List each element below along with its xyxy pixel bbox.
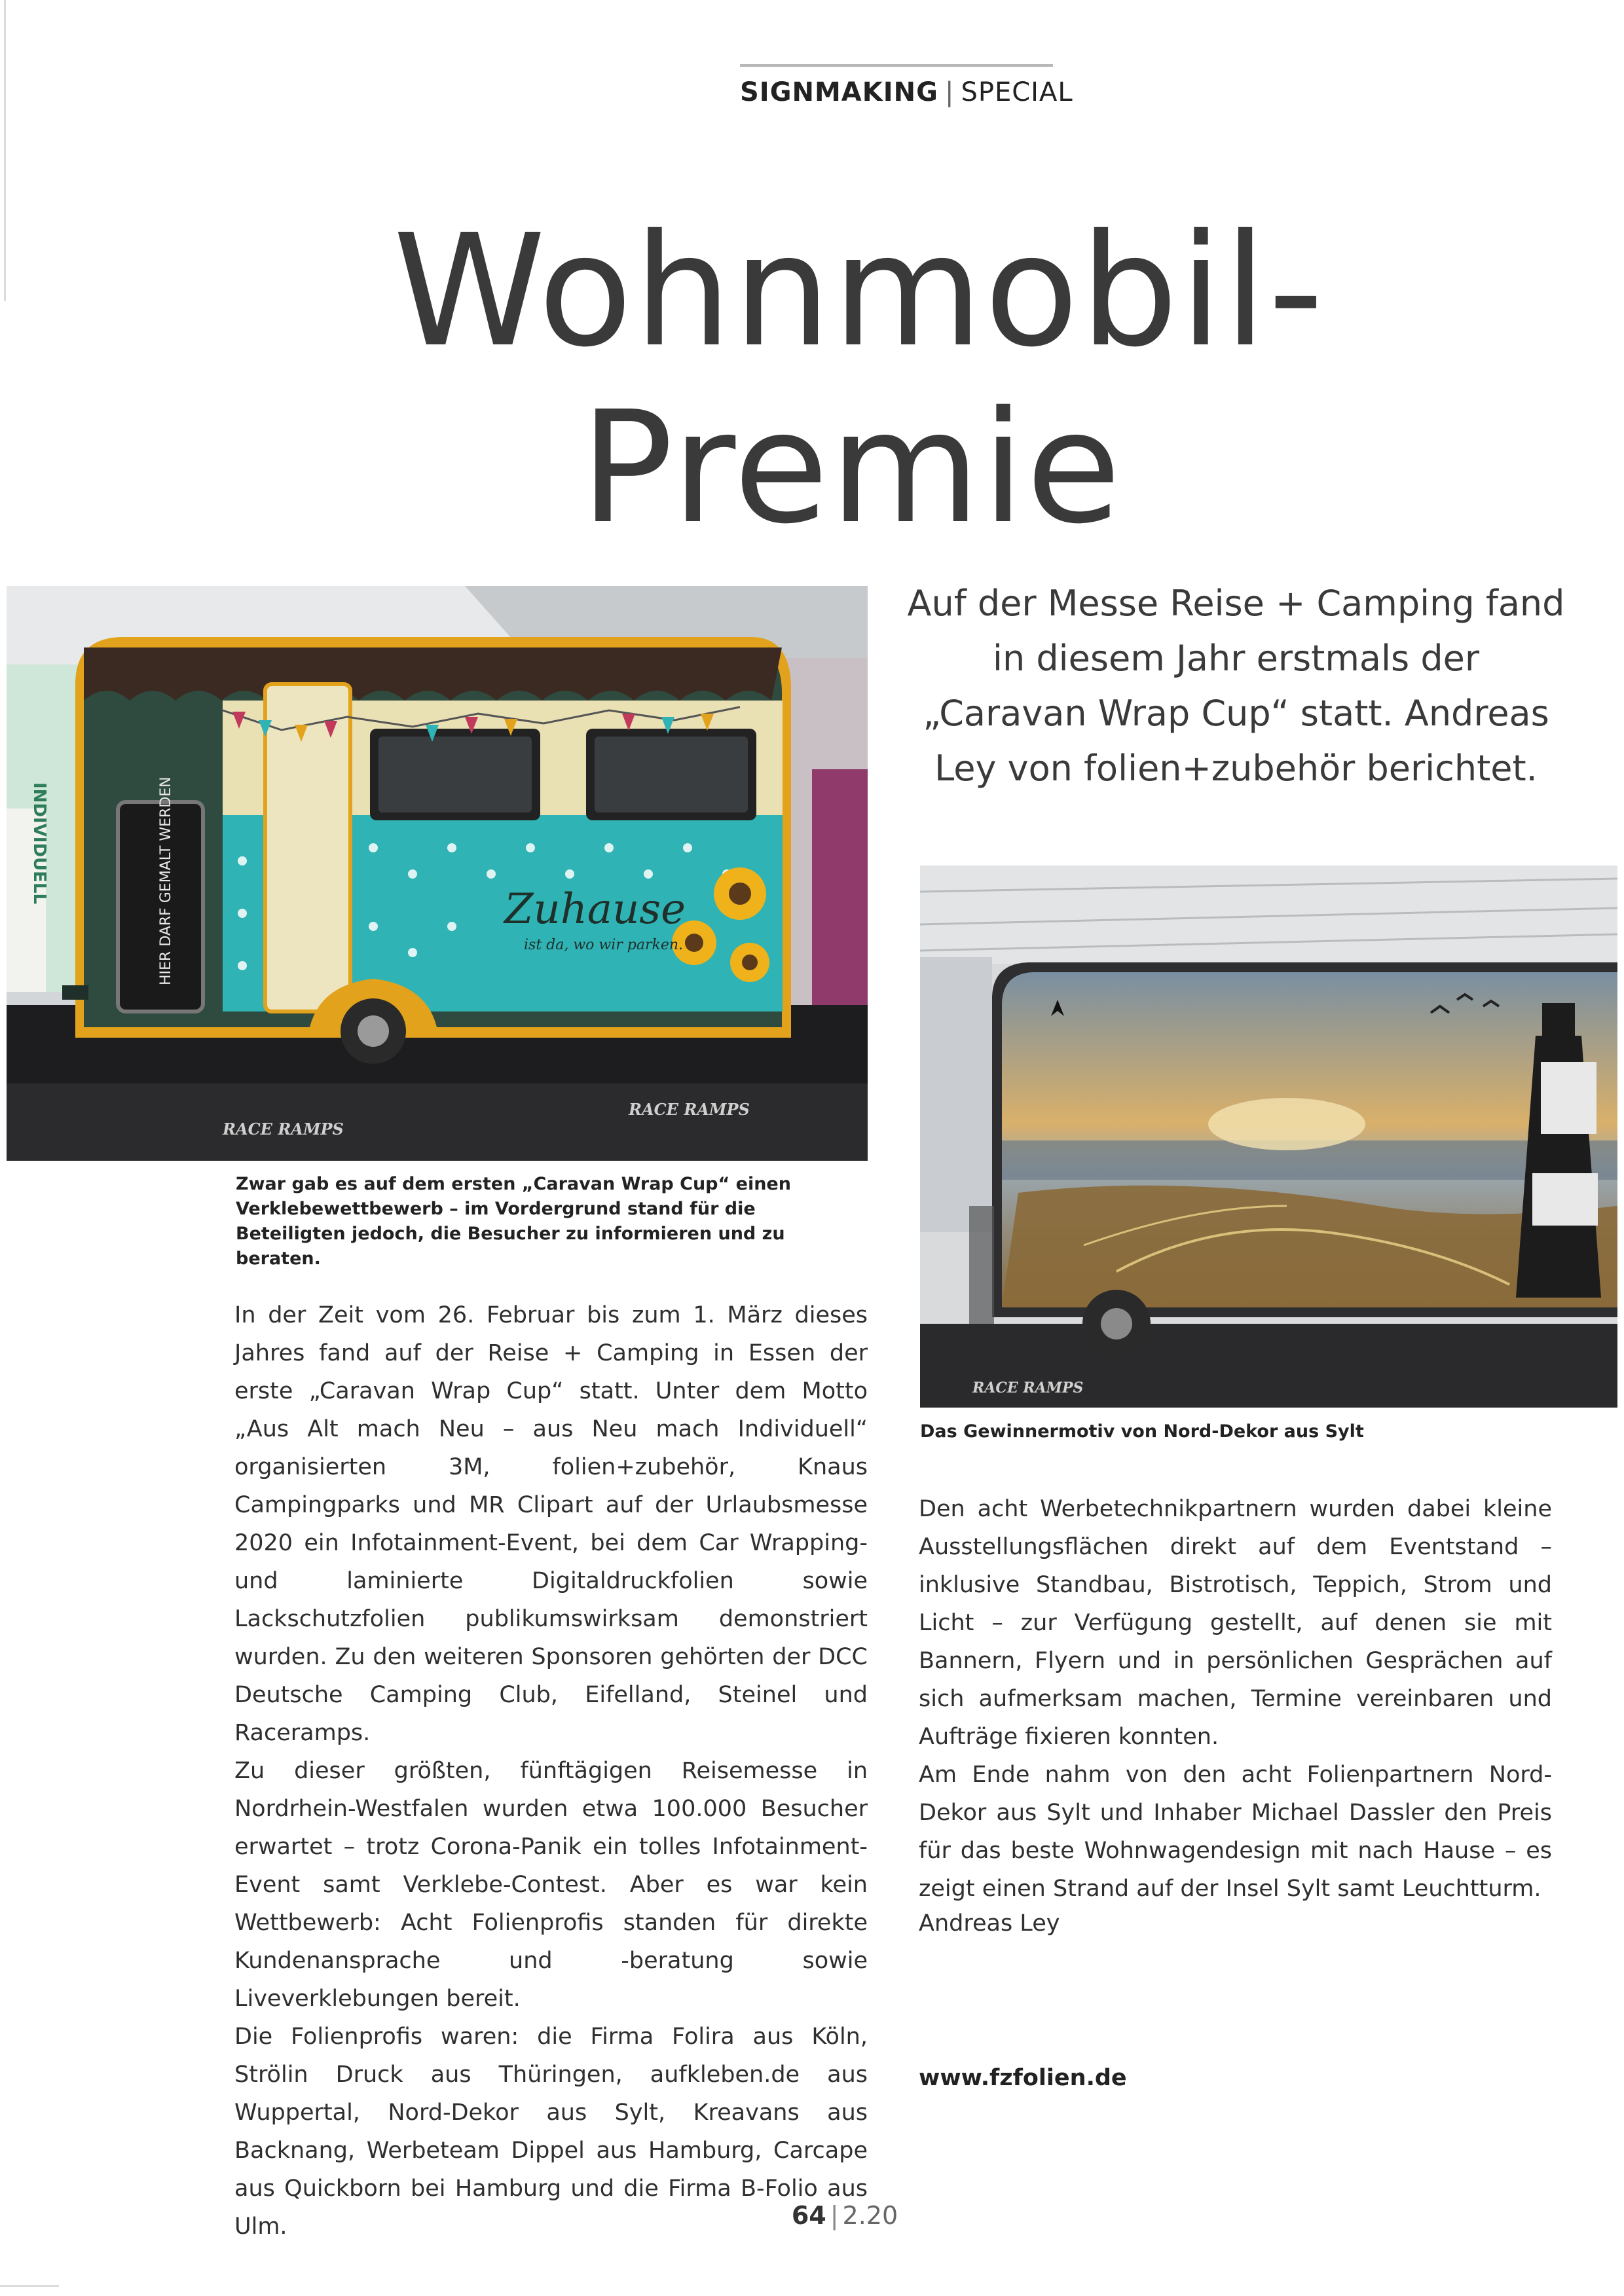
caravan-illustration [7,586,868,1161]
booth-sign-text: INDIVIDUELL [29,782,49,905]
photo-caption-caravan: Zwar gab es auf dem ersten „Caravan Wrap Cup“ einen Verklebewettbewerb – im Vordergrund stand für die Beteiligten jedoch, die Besucher zu informieren und zu beraten. [236,1174,791,1269]
ramp-label-left: RACE RAMPS [223,1120,344,1139]
body-paragraph: Den acht Werbetechnikpartnern wurden dabei kleine Ausstellungsflächen direkt auf dem Eventstand – inklusive Standbau, Bistrotisch, Teppich, Strom und Licht – zur Verfügung gestellt, auf denen sie mit Bannern, Flyern und in persönlichen Gesprächen auf sich aufmerksam machen, Termine vereinbaren und Aufträge fixieren konnten. [919,1496,1552,1750]
section-label [740,77,1073,107]
body-column-left [234,1296,868,2246]
winning-trailer-illustration [920,866,1617,1408]
section-separator: | [944,77,955,107]
body-paragraph: Zu dieser größten, fünftägigen Reisemesse in Nordrhein-Westfalen wurden etwa 100.000 Besucher erwartet – trotz Corona-Panik ein tolles Infotainment-Event samt Verklebe-Contest. Aber es war kein Wettbewerb: Acht Folienprofis standen für direkte Kundenansprache und -beratung sowie Liveverklebungen bereit. [234,1758,868,2012]
section-name: SIGNMAKING [740,77,938,107]
issue-number: 2.20 [842,2201,898,2230]
title-line-2: Premie [580,378,1122,558]
ramp-label-right: RACE RAMPS [629,1100,750,1119]
scan-margin-mark [4,0,6,301]
body-paragraph: In der Zeit vom 26. Februar bis zum 1. März dieses Jahres fand auf der Reise + Camping in Essen der erste „Caravan Wrap Cup“ statt. Unter dem Motto „Aus Alt mach Neu – aus Neu mach Individuell“ organisierten 3M, folien+zubehör, Knaus Campingparks und MR Clipart auf der Urlaubsmesse 2020 ein Infotainment-Event, bei dem Car Wrapping- und laminierte Digitaldruckfolien sowie Lackschutzfolien publikumswirksam demonstriert wurden. Zu den weiteren Sponsoren gehörten der DCC Deutsche Camping Club, Eifelland, Steinel und Raceramps. [234,1302,868,1746]
photo-caravan [7,586,868,1161]
caravan-script: Zuhause [504,885,686,934]
page-number: 64 [791,2201,826,2230]
article-title [393,201,1325,558]
body-column-right [919,1490,1552,1908]
photo-winning-design [920,866,1617,1408]
author-name: Andreas Ley [919,1910,1060,1937]
website-link[interactable]: www.fzfolien.de [919,2065,1127,2091]
photo-caption-winning: Das Gewinnermotiv von Nord-Dekor aus Sylt [920,1421,1364,1442]
subsection-name: SPECIAL [961,77,1073,107]
header-rule [740,64,1053,67]
scan-corner-mark [0,2285,59,2287]
page-folio [747,2201,943,2230]
caravan-door-text: HIER DARF GEMALT WERDEN [158,776,174,985]
folio-separator: | [830,2201,839,2230]
body-paragraph: Die Folienprofis waren: die Firma Folira aus Köln, Strölin Druck aus Thüringen, aufkleben.de aus Wuppertal, Nord-Dekor aus Sylt, Kreavans aus Backnang, Werbeteam Dippel aus Hamburg, Carcape aus Quickborn bei Hamburg und die Firma B-Folio aus Ulm. [234,2024,868,2240]
caravan-tagline: ist da, wo wir parken. [524,937,684,953]
article-lead: Auf der Messe Reise + Camping fand in diesem Jahr erstmals der „Caravan Wrap Cup“ statt. Andreas Ley von folien+zubehör berichtet. [907,583,1565,789]
title-line-1: Wohnmobil- [393,201,1325,381]
body-paragraph: Am Ende nahm von den acht Folienpartnern Nord-Dekor aus Sylt und Inhaber Michael Dassler den Preis für das beste Wohnwagendesign mit nach Hause – es zeigt einen Strand auf der Insel Sylt samt Leuchtturm. [919,1762,1552,1902]
ramp-label-winning: RACE RAMPS [972,1379,1084,1396]
